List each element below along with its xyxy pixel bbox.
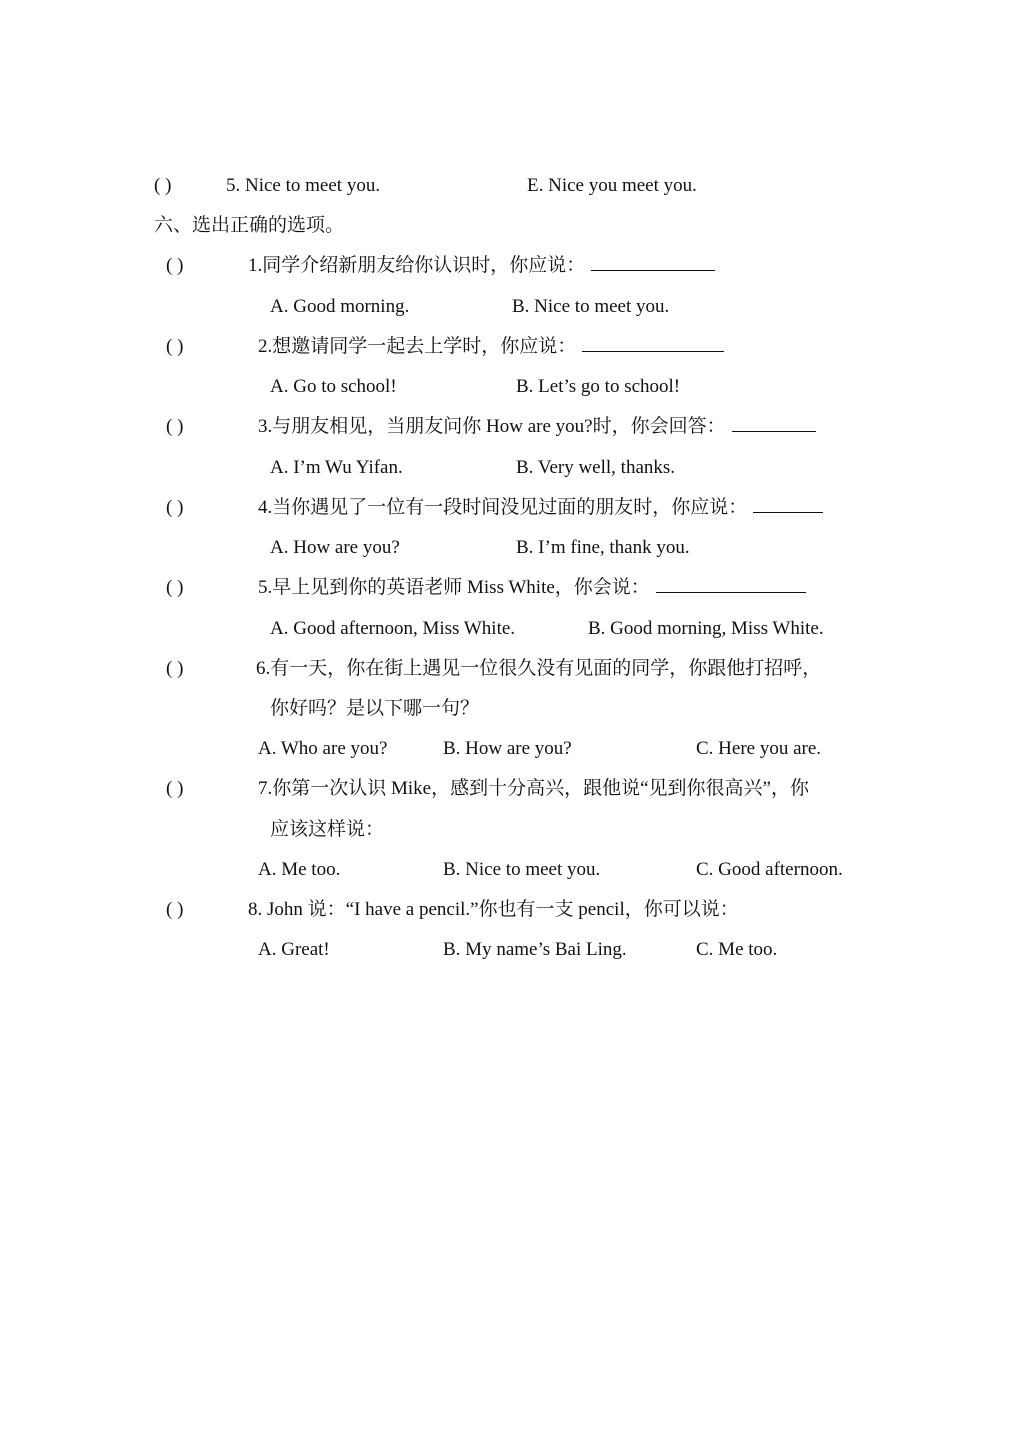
q2-option-b: B. Let’s go to school! [516, 376, 681, 397]
prev-item-paren[interactable]: ( ) [154, 175, 172, 196]
q7-stem-continued: 应该这样说： [270, 819, 385, 840]
q4-option-b: B. I’m fine, thank you. [516, 537, 690, 558]
q3-option-b: B. Very well, thanks. [516, 457, 676, 478]
q3-stem [258, 415, 816, 439]
q7-option-a: A. Me too. [258, 859, 341, 880]
q5-stem-text: 5.早上见到你的英语老师 Miss White，你会说： [258, 577, 650, 598]
q2-answer-paren[interactable]: ( ) [166, 336, 184, 357]
q4-stem-text: 4.当你遇见了一位有一段时间没见过面的朋友时，你应说： [258, 497, 748, 518]
q7-stem: 7.你第一次认识 Mike，感到十分高兴，跟他说“见到你很高兴”，你 [258, 778, 809, 799]
q3-stem-text: 3.与朋友相见，当朋友问你 How are you?时，你会回答： [258, 416, 726, 437]
q5-answer-paren[interactable]: ( ) [166, 577, 184, 598]
prev-item-option-e: E. Nice you meet you. [527, 175, 697, 196]
q2-stem [258, 335, 724, 359]
q6-stem-continued: 你好吗？是以下哪一句？ [270, 698, 480, 719]
q7-answer-paren[interactable]: ( ) [166, 778, 184, 799]
q5-stem [258, 576, 806, 600]
q2-stem-text: 2.想邀请同学一起去上学时，你应说： [258, 336, 577, 357]
q4-answer-paren[interactable]: ( ) [166, 497, 184, 518]
q8-option-b: B. My name’s Bai Ling. [443, 939, 627, 960]
prev-item-text: 5. Nice to meet you. [226, 175, 381, 196]
q3-option-a: A. I’m Wu Yifan. [270, 457, 403, 478]
section-title: 六、选出正确的选项。 [154, 215, 345, 236]
q6-option-c: C. Here you are. [696, 738, 822, 759]
q1-answer-blank[interactable] [591, 254, 715, 271]
q5-option-a: A. Good afternoon, Miss White. [270, 618, 516, 639]
q8-option-c: C. Me too. [696, 939, 778, 960]
q1-stem [248, 254, 715, 278]
q5-answer-blank[interactable] [656, 576, 806, 593]
q2-option-a: A. Go to school! [270, 376, 397, 397]
q7-option-b: B. Nice to meet you. [443, 859, 601, 880]
q1-option-a: A. Good morning. [270, 296, 410, 317]
q6-option-b: B. How are you? [443, 738, 572, 759]
q2-answer-blank[interactable] [582, 335, 724, 352]
q7-option-c: C. Good afternoon. [696, 859, 843, 880]
q4-option-a: A. How are you? [270, 537, 400, 558]
q1-option-b: B. Nice to meet you. [512, 296, 670, 317]
q3-answer-paren[interactable]: ( ) [166, 416, 184, 437]
q4-stem [258, 496, 823, 520]
q1-answer-paren[interactable]: ( ) [166, 255, 184, 276]
q6-stem: 6.有一天，你在街上遇见一位很久没有见面的同学，你跟他打招呼， [256, 658, 822, 679]
q1-stem-text: 1.同学介绍新朋友给你认识时，你应说： [248, 255, 586, 276]
q8-answer-paren[interactable]: ( ) [166, 899, 184, 920]
q5-option-b: B. Good morning, Miss White. [588, 618, 824, 639]
q4-answer-blank[interactable] [753, 496, 823, 513]
q6-option-a: A. Who are you? [258, 738, 388, 759]
q8-stem: 8. John 说：“I have a pencil.”你也有一支 pencil，你可以说： [248, 899, 739, 920]
q8-option-a: A. Great! [258, 939, 330, 960]
q6-answer-paren[interactable]: ( ) [166, 658, 184, 679]
q3-answer-blank[interactable] [732, 415, 816, 432]
